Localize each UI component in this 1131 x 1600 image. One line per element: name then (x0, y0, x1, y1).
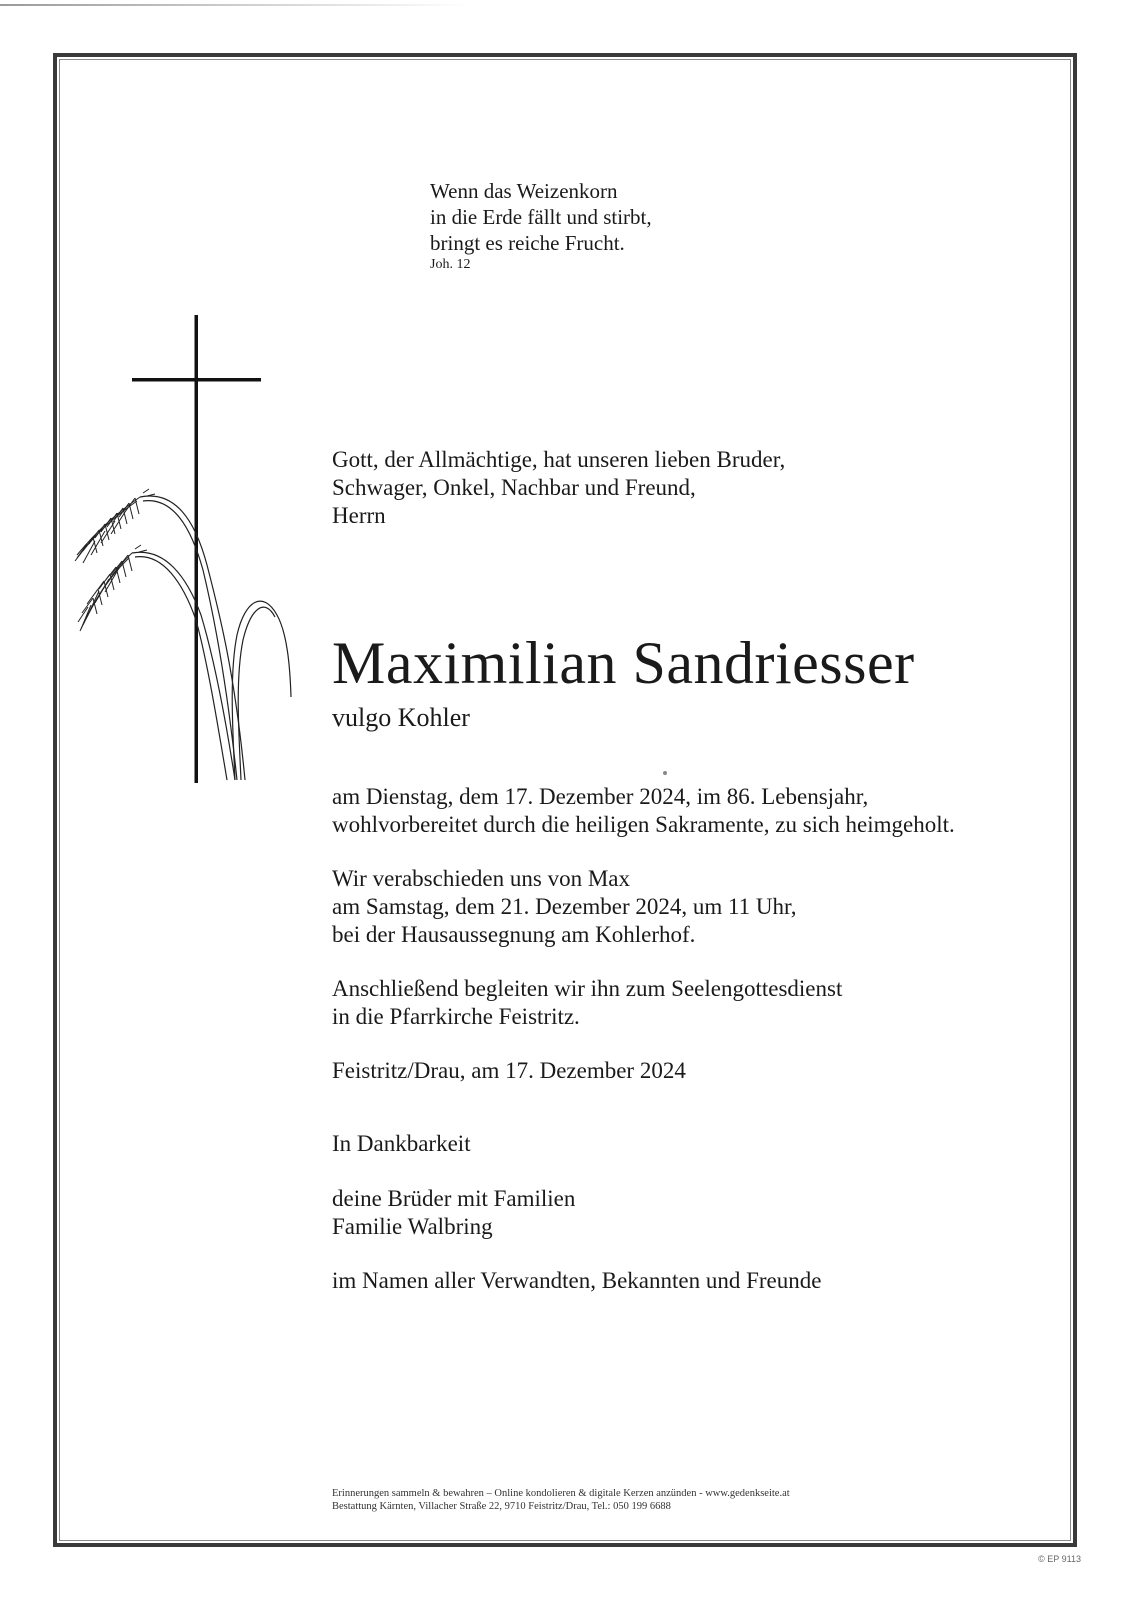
death-notice-line-1: am Dienstag, dem 17. Dezember 2024, im 86. Lebensjahr, (332, 784, 869, 809)
announcement-intro-line-2: Schwager, Onkel, Nachbar und Freund, (332, 475, 696, 500)
announcement-intro (332, 446, 785, 530)
deceased-name: Maximilian Sandriesser (332, 630, 915, 696)
mourners-line-2: Familie Walbring (332, 1214, 493, 1239)
bible-quote-line-1: Wenn das Weizenkorn (430, 179, 618, 203)
wheat-ear-lower (78, 545, 147, 631)
mourners-line-1: deine Brüder mit Familien (332, 1186, 576, 1211)
bible-quote-reference: Joh. 12 (430, 257, 471, 272)
farewell-line-1: Wir verabschieden uns von Max (332, 866, 630, 891)
wheat-stems (132, 496, 291, 780)
scan-speck (663, 771, 667, 775)
death-notice-line-2: wohlvorbereitet durch die heiligen Sakramente, zu sich heimgeholt. (332, 812, 955, 837)
farewell-line-2: am Samstag, dem 21. Dezember 2024, um 11 Uhr, (332, 894, 797, 919)
place-and-date: Feistritz/Drau, am 17. Dezember 2024 (332, 1058, 686, 1083)
mourners-list (332, 1185, 575, 1241)
service-line-1: Anschließend begleiten wir ihn zum Seelengottesdienst (332, 976, 843, 1001)
bible-quote (430, 178, 652, 274)
gratitude-line: In Dankbarkeit (332, 1131, 471, 1156)
cross-with-wheat-icon (55, 315, 305, 805)
bible-quote-line-2: in die Erde fällt und stirbt, (430, 205, 652, 229)
bible-quote-line-3: bringt es reiche Frucht. (430, 231, 625, 255)
service-details (332, 975, 842, 1031)
scan-edge-line (0, 4, 470, 6)
announcement-intro-line-1: Gott, der Allmächtige, hat unseren lieben Bruder, (332, 447, 786, 472)
print-code: © EP 9113 (1038, 1554, 1081, 1564)
service-line-2: in die Pfarrkirche Feistritz. (332, 1004, 580, 1029)
farewell-details (332, 865, 797, 949)
farewell-line-3: bei der Hausaussegnung am Kohlerhof. (332, 922, 696, 947)
announcement-intro-line-3: Herrn (332, 503, 386, 528)
funeral-home-footer (332, 1487, 790, 1513)
cross-horizontal-beam (132, 378, 261, 382)
footer-line-2: Bestattung Kärnten, Villacher Straße 22, 9710 Feistritz/Drau, Tel.: 050 199 6688 (332, 1501, 671, 1512)
closing-line: im Namen aller Verwandten, Bekannten und Freunde (332, 1268, 822, 1293)
deceased-alias: vulgo Kohler (332, 703, 470, 732)
death-notice (332, 783, 955, 839)
footer-line-1: Erinnerungen sammeln & bewahren – Online kondolieren & digitale Kerzen anzünden - www.gedenkseite.at (332, 1488, 790, 1499)
